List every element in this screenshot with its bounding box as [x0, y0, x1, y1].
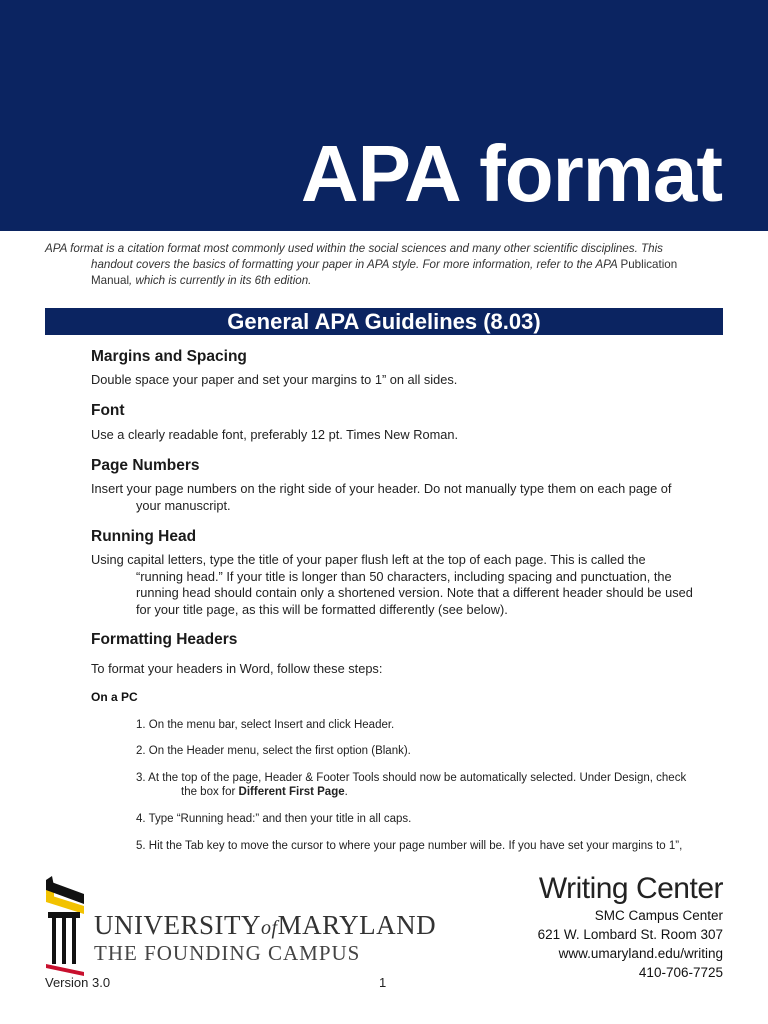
intro-line-1: APA format is a citation format most commonly used within the social sciences and many other scientific disciplines. This [45, 242, 663, 255]
section-title: General APA Guidelines (8.03) [45, 308, 723, 335]
font-text: Use a clearly readable font, preferably 12 pt. Times New Roman. [91, 427, 459, 442]
formatting-headers-heading: Formatting Headers [91, 631, 238, 648]
step-2: 2. On the Header menu, select the first option (Blank). [136, 745, 411, 757]
page-number: 1 [379, 975, 387, 990]
intro-paragraph [45, 241, 725, 289]
intro-line-3: Manual, which is currently in its 6th edition. [91, 274, 312, 287]
founding-campus: THE FOUNDING CAMPUS [94, 941, 361, 965]
formatting-headers-text: To format your headers in Word, follow these steps: [91, 661, 383, 676]
wc-website[interactable]: www.umaryland.edu/writing [558, 946, 723, 961]
step-4: 4. Type “Running head:” and then your title in all caps. [136, 813, 412, 825]
on-a-pc-subheading: On a PC [91, 690, 138, 704]
wc-phone: 410-706-7725 [638, 965, 723, 980]
page-numbers-text: Insert your page numbers on the right side of your header. Do not manually type them on each page of your manuscript. [91, 481, 672, 513]
title-banner [0, 0, 768, 231]
font-heading: Font [91, 402, 125, 419]
intro-line-2: handout covers the basics of formatting your paper in APA style. For more information, refer to the APA Publication [91, 258, 678, 271]
wc-location: SMC Campus Center [594, 908, 723, 923]
step-3: 3. At the top of the page, Header & Footer Tools should now be automatically selected. Under Design, check the box for Different First Page. [136, 772, 687, 798]
university-name: UNIVERSITYofMARYLAND [94, 910, 437, 940]
step-5: 5. Hit the Tab key to move the cursor to where your page number will be. If you have set your margins to 1”, [136, 840, 683, 852]
document-title: APA format [300, 129, 722, 218]
university-logo [44, 876, 437, 976]
running-head-heading: Running Head [91, 528, 197, 545]
wc-address: 621 W. Lombard St. Room 307 [537, 927, 723, 942]
running-head-text: Using capital letters, type the title of your paper flush left at the top of each page. This is called the “running head.” If your title is longer than 50 characters, including spacing and punctuation, the running head should contain only a shortened version. Note that a different header should be used for your title page, as this will be formatted differently (see below). [91, 552, 693, 617]
writing-center-title: Writing Center [538, 872, 723, 905]
page-numbers-heading: Page Numbers [91, 457, 200, 474]
margins-text: Double space your paper and set your margins to 1” on all sides. [91, 372, 458, 387]
version-label: Version 3.0 [45, 975, 111, 990]
margins-heading: Margins and Spacing [91, 348, 247, 365]
step-1: 1. On the menu bar, select Insert and click Header. [136, 719, 395, 731]
